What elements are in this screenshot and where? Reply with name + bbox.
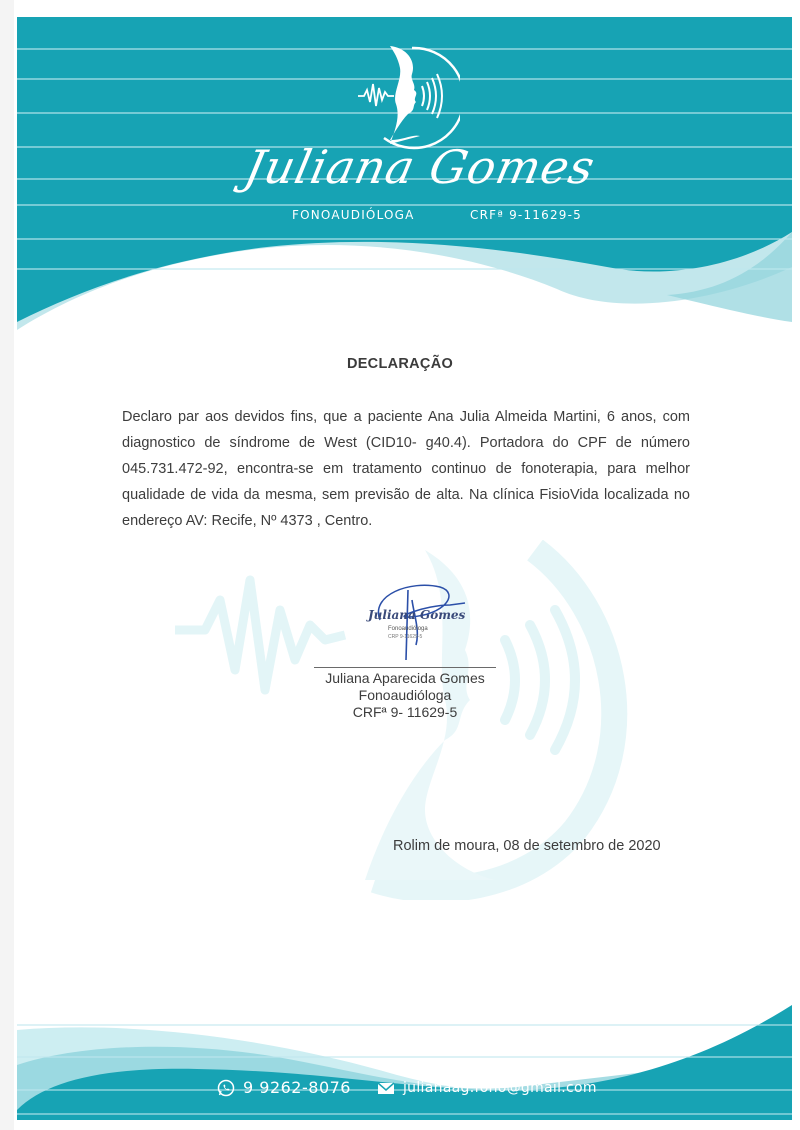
- profile-soundwave-icon: [350, 40, 460, 150]
- brand-registration: CRFª 9-11629-5: [470, 208, 582, 222]
- letterhead-header: [17, 17, 792, 330]
- signer-info: [310, 670, 500, 721]
- footer-wave-background: [17, 995, 792, 1120]
- handwritten-signature-icon: [330, 575, 490, 665]
- signature-block: [310, 575, 500, 720]
- svg-text:CRP 9-11629-5: CRP 9-11629-5: [388, 634, 423, 640]
- brand-role: FONOAUDIÓLOGA: [292, 208, 415, 222]
- declaration-body: [122, 404, 690, 534]
- scan-page-edge: [0, 0, 14, 1130]
- email-address[interactable]: julianaag.fono@gmail.com: [402, 1079, 597, 1096]
- declaration-text: Declaro par aos devidos fins, que a paciente Ana Julia Almeida Martini, 6 anos, com diagnostico de síndrome de West (CID10- g40.4). Portadora do CPF de número 045.731.472-92, encontra-se em tratamento continuo de fonoterapia, para melhor qualidade de vida da mesma, sem previsão de alta. Na clínica FisioVida localizada no endereço AV: Recife, Nº 4373 , Centro.: [122, 409, 690, 529]
- phone-number[interactable]: 9 9262-8076: [243, 1078, 351, 1097]
- svg-text:Juliana Gomes: Juliana Gomes: [368, 608, 466, 622]
- svg-text:Fonoaudióloga: Fonoaudióloga: [388, 626, 428, 632]
- signer-role: Fonoaudióloga: [358, 687, 452, 703]
- letterhead-footer: [17, 995, 792, 1120]
- signer-name: Juliana Aparecida Gomes: [325, 670, 485, 686]
- document-title: DECLARAÇÃO: [346, 356, 454, 372]
- signer-registration: CRFª 9- 11629-5: [352, 704, 458, 720]
- whatsapp-icon: [217, 1079, 235, 1097]
- date-location: Rolim de moura, 08 de setembro de 2020: [393, 838, 661, 854]
- signature-stamp: [330, 575, 490, 665]
- brand-name: Juliana Gomes: [240, 140, 600, 194]
- envelope-icon: [377, 1079, 395, 1097]
- footer-contacts: [217, 1078, 597, 1097]
- signature-line: [314, 667, 496, 668]
